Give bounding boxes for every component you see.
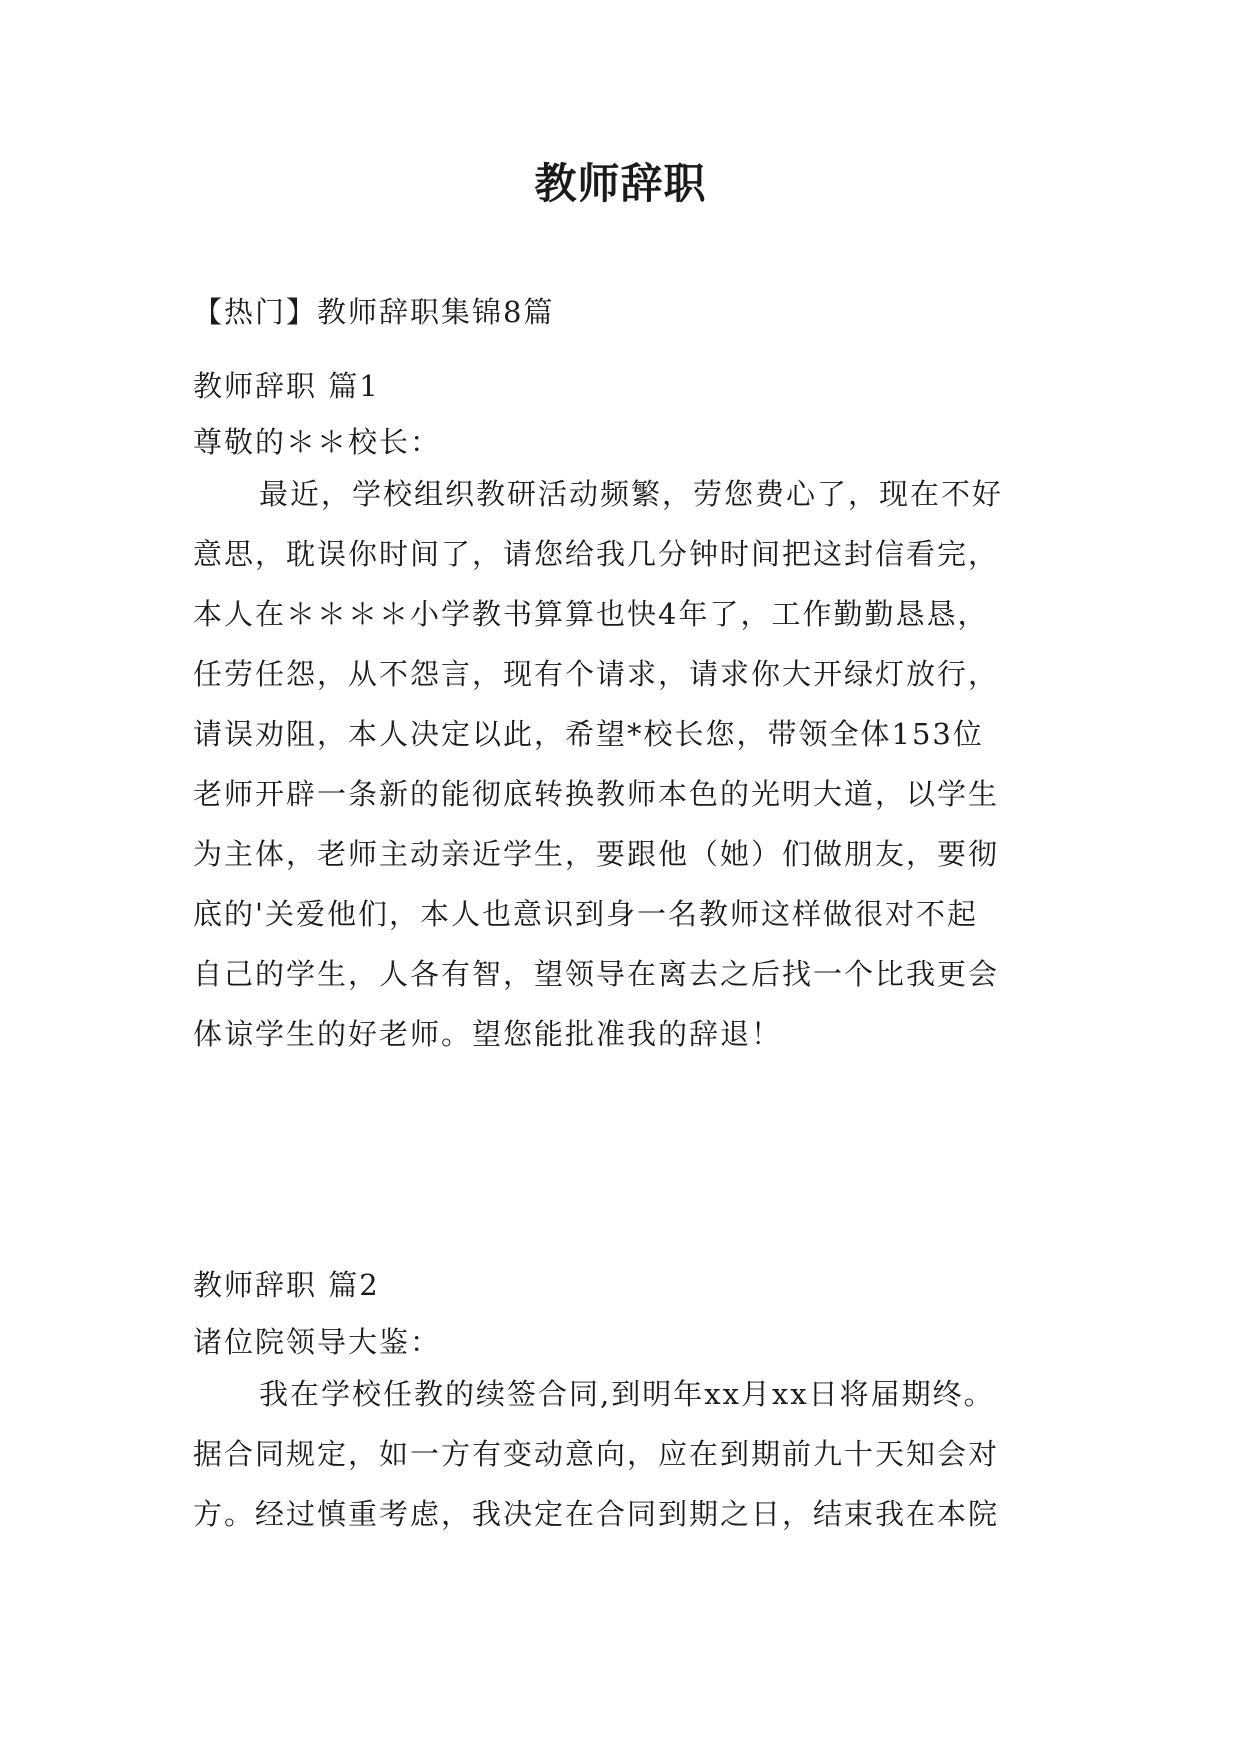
body-line: 本人在＊＊＊＊小学教书算算也快4年了，工作勤勤恳恳， [193,597,989,631]
section-2-salutation: 诸位院领导大鉴： [193,1325,442,1359]
body-line: 请误劝阻，本人决定以此，希望*校长您，带领全体153位 [193,717,984,751]
body-line: 底的'关爱他们，本人也意识到身一名教师这样做很对不起 [193,897,978,931]
body-line: 自己的学生，人各有智，望领导在离去之后找一个比我更会 [193,957,1000,991]
document-title: 教师辞职 [534,159,707,208]
section-1-heading: 教师辞职 篇1 [193,369,380,403]
body-line: 体谅学生的好老师。望您能批准我的辞退！ [193,1017,783,1051]
body-line: 意思，耽误你时间了，请您给我几分钟时间把这封信看完， [193,537,1000,571]
section-2-heading: 教师辞职 篇2 [193,1268,380,1302]
section-1-salutation: 尊敬的＊＊校长： [193,425,442,459]
body-line: 方。经过慎重考虑，我决定在合同到期之日，结束我在本院 [193,1497,1000,1531]
body-line: 据合同规定，如一方有变动意向，应在到期前九十天知会对 [193,1437,1000,1471]
body-line: 最近，学校组织教研活动频繁，劳您费心了，现在不好 [259,477,1004,511]
section-2-body [193,1364,1053,1544]
section-1-body [193,464,1053,1064]
document-subtitle: 【热门】教师辞职集锦8篇 [193,295,555,329]
body-line: 我在学校任教的续签合同,到明年xx月xx日将届期终。 [259,1377,995,1411]
body-line: 任劳任怨，从不怨言，现有个请求，请求你大开绿灯放行， [193,657,1000,691]
body-line: 为主体，老师主动亲近学生，要跟他（她）们做朋友，要彻 [193,837,1000,871]
body-line: 老师开辟一条新的能彻底转换教师本色的光明大道，以学生 [193,777,1000,811]
